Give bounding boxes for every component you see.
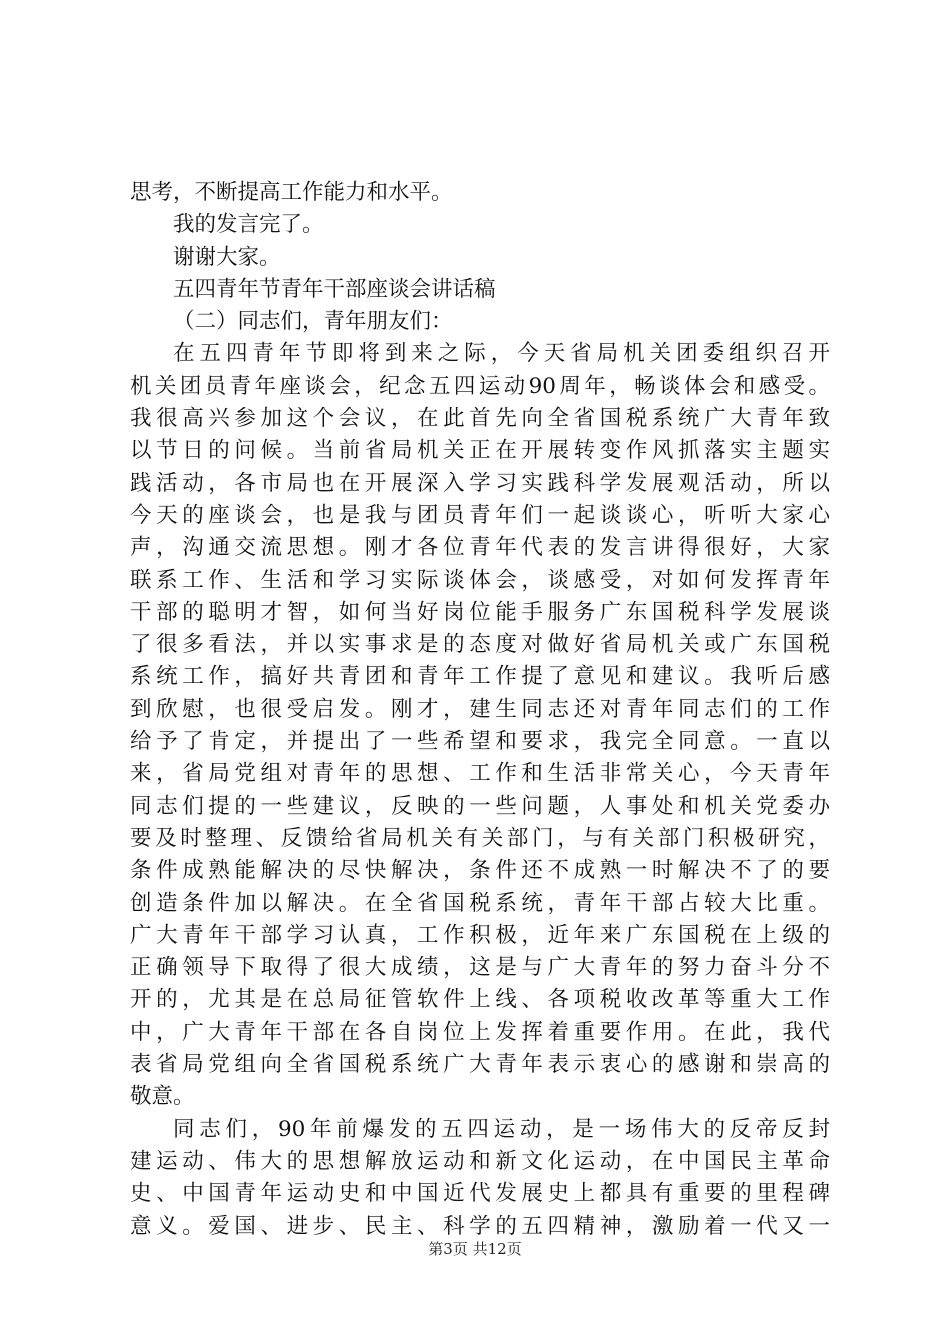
text-line: 敬意。 [130,1084,195,1110]
text-line: 干部的聪明才智，如何当好岗位能手服务广东国税科学发展谈 [130,599,830,625]
text-line: 在五四青年节即将到来之际，今天省局机关团委组织召开 [173,341,830,367]
text-line: 同志们，90年前爆发的五四运动，是一场伟大的反帝反封 [173,1116,830,1142]
text-line: 建运动、伟大的思想解放运动和新文化运动，在中国民主革命 [130,1148,830,1174]
text-line: 要及时整理、反馈给省局机关有关部门，与有关部门积极研究， [130,825,830,851]
text-line: 今天的座谈会，也是我与团员青年们一起谈谈心，听听大家心 [130,502,830,528]
text-line: 同志们提的一些建议，反映的一些问题，人事处和机关党委办 [130,793,830,819]
text-line: 中，广大青年干部在各自岗位上发挥着重要作用。在此，我代 [130,1019,830,1045]
text-line: 广大青年干部学习认真，工作积极，近年来广东国税在上级的 [130,922,830,948]
text-line: 史、中国青年运动史和中国近代发展史上都具有重要的里程碑 [130,1181,830,1207]
text-line: 声，沟通交流思想。刚才各位青年代表的发言讲得很好，大家 [130,535,830,561]
text-line: 我很高兴参加这个会议，在此首先向全省国税系统广大青年致 [130,406,830,432]
text-line: 创造条件加以解决。在全省国税系统，青年干部占较大比重。 [130,890,830,916]
text-line: 来，省局党组对青年的思想、工作和生活非常关心，今天青年 [130,761,830,787]
text-line: 正确领导下取得了很大成绩，这是与广大青年的努力奋斗分不 [130,955,830,981]
text-line: 开的，尤其是在总局征管软件上线、各项税收改革等重大工作 [130,987,830,1013]
text-line: 给予了肯定，并提出了一些希望和要求，我完全同意。一直以 [130,729,830,755]
document-body [130,177,830,1243]
text-line: 以节日的问候。当前省局机关正在开展转变作风抓落实主题实 [130,438,830,464]
text-line: 条件成熟能解决的尽快解决，条件还不成熟一时解决不了的要 [130,858,830,884]
text-line: 意义。爱国、进步、民主、科学的五四精神，激励着一代又一 [130,1213,830,1239]
text-line: （二）同志们，青年朋友们： [173,309,453,335]
text-line: 机关团员青年座谈会，纪念五四运动90周年，畅谈体会和感受。 [130,373,830,399]
text-line: 到欣慰，也很受启发。刚才，建生同志还对青年同志们的工作 [130,696,830,722]
text-line: 表省局党组向全省国税系统广大青年表示衷心的感谢和崇高的 [130,1052,830,1078]
text-line: 思考，不断提高工作能力和水平。 [130,180,453,205]
text-line: 谢谢大家。 [173,244,281,270]
page-number-footer: 第3页 共12页 [428,1240,522,1258]
text-line: 五四青年节青年干部座谈会讲话稿 [173,276,496,302]
text-line: 践活动，各市局也在开展深入学习实践科学发展观活动，所以 [130,470,830,496]
text-line: 联系工作、生活和学习实际谈体会，谈感受，对如何发挥青年 [130,567,830,593]
text-line: 了很多看法，并以实事求是的态度对做好省局机关或广东国税 [130,632,830,658]
text-line: 我的发言完了。 [173,212,324,238]
text-line: 系统工作，搞好共青团和青年工作提了意见和建议。我听后感 [130,664,830,690]
